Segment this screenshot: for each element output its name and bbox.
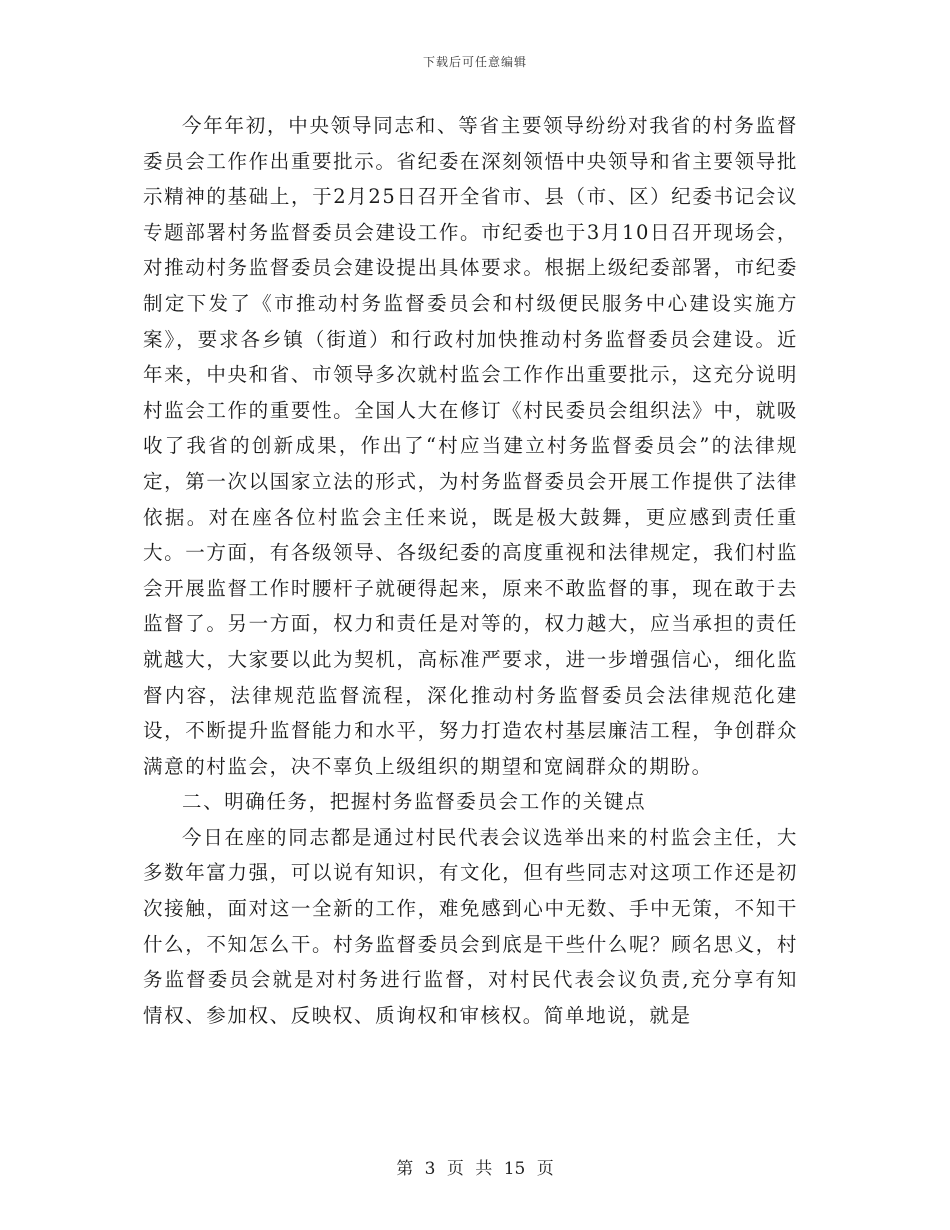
page-header-note: 下载后可任意编辑: [422, 55, 527, 69]
section-heading: 二、明确任务，把握村务监督委员会工作的关键点: [182, 790, 647, 814]
paragraph-intro: 今年年初，中央领导同志和、等省主要领导纷纷对我省的村务监督委员会工作作出重要批示。省纪委在深刻领悟中央领导和省主要领导批示精神的基础上，于2月25日召开全省市、县（市、区）纪委书记会议专题部署村务监督委员会建设工作。市纪委也于3月10日召开现场会，对推动村务监督委员会建设提出具体要求。根据上级纪委部署，市纪委制定下发了《市推动村务监督委员会和村级便民服务中心建设实施方案》，要求各乡镇（街道）和行政村加快推动村务监督委员会建设。近年来，中央和省、市领导多次就村监会工作作出重要批示，这充分说明村监会工作的重要性。全国人大在修订《村民委员会组织法》中，就吸收了我省的创新成果，作出了“村应当建立村务监督委员会”的法律规定，第一次以国家立法的形式，为村务监督委员会开展工作提供了法律依据。对在座各位村监会主任来说，既是极大鼓舞，更应感到责任重大。一方面，有各级领导、各级纪委的高度重视和法律规定，我们村监会开展监督工作时腰杆子就硬得起来，原来不敢监督的事，现在敢于去监督了。另一方面，权力和责任是对等的，权力越大，应当承担的责任就越大，大家要以此为契机，高标准严要求，进一步增强信心，细化监督内容，法律规范监督流程，深化推动村务监督委员会法律规范化建设，不断提升监督能力和水平，努力打造农村基层廉洁工程，争创群众满意的村监会，决不辜负上级组织的期望和宽阔群众的期盼。: [143, 114, 798, 778]
paragraph-section-two: 今日在座的同志都是通过村民代表会议选举出来的村监会主任，大多数年富力强，可以说有知识，有文化，但有些同志对这项工作还是初次接触，面对这一全新的工作，难免感到心中无数、手中无策，不知干什么，不知怎么干。村务监督委员会到底是干些什么呢？顾名思义，村务监督委员会就是对村务进行监督，对村民代表会议负责,充分享有知情权、参加权、反映权、质询权和审核权。简单地说，就是: [143, 825, 798, 1027]
document-body: [143, 108, 798, 1033]
page-number-footer: 第 3 页 共 15 页: [396, 1159, 554, 1179]
